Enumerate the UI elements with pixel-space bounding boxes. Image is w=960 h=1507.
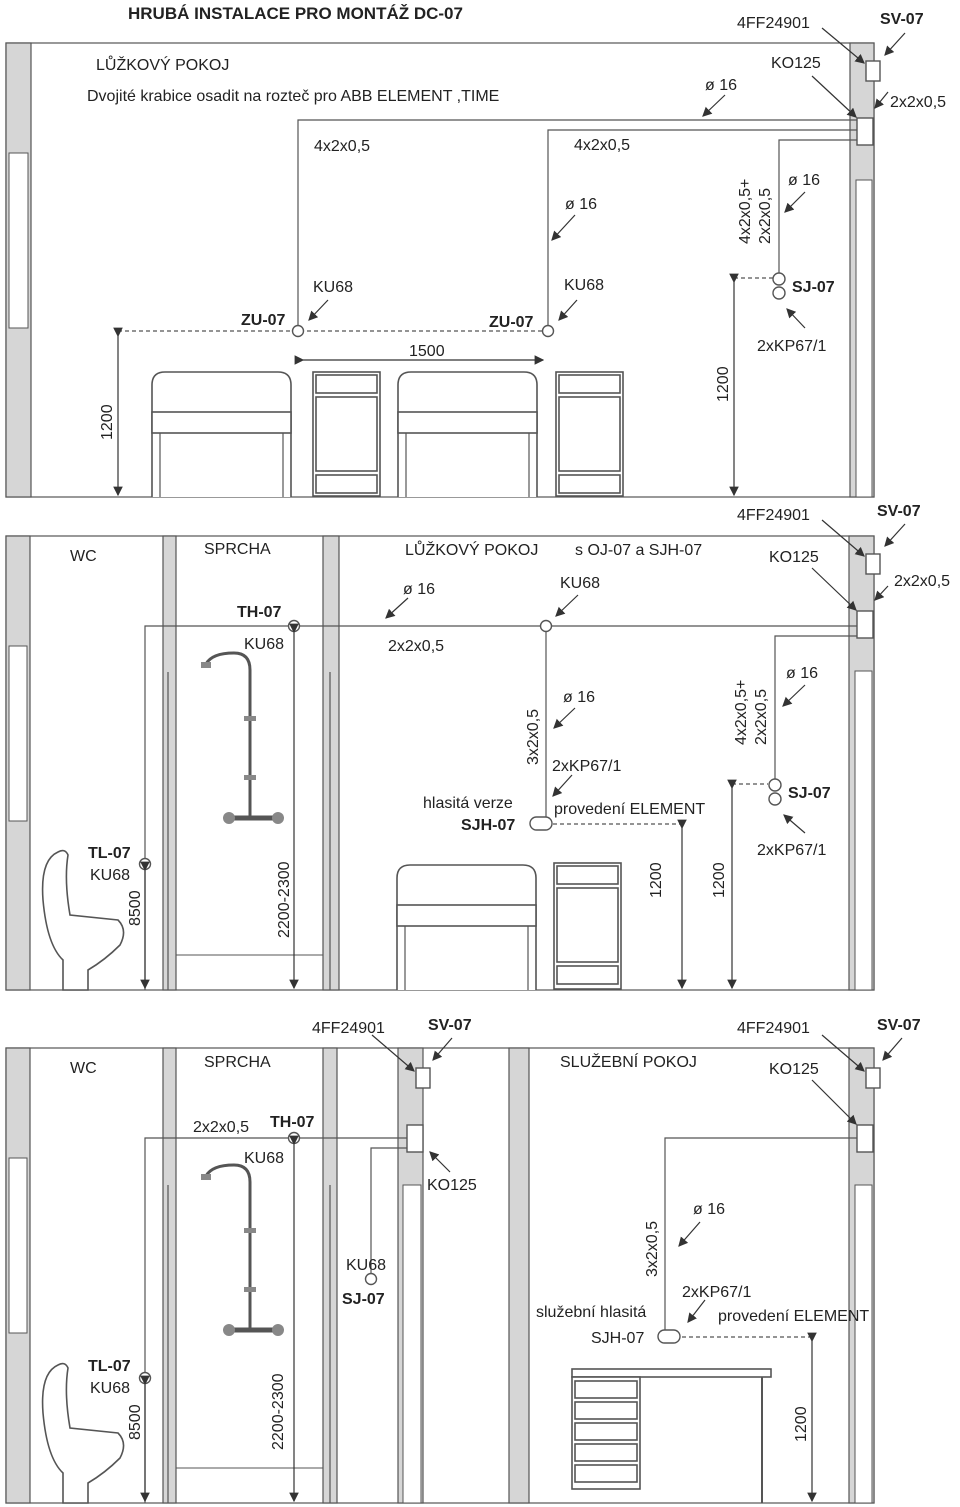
label-4ff24901: 4FF24901 (737, 1020, 810, 1037)
dimension-1200: 1200 (648, 862, 665, 898)
label-sj07: SJ-07 (342, 1291, 385, 1308)
label-phi16: ø 16 (565, 196, 598, 213)
label-sv07: SV-07 (428, 1017, 472, 1034)
cabinet (313, 372, 380, 496)
label-sv07: SV-07 (877, 1017, 921, 1034)
dimension-2200: 2200-2300 (270, 1373, 287, 1450)
label-cable-vertical: 2x2x0,5 (753, 688, 770, 745)
label-sj07: SJ-07 (788, 785, 831, 802)
note: Dvojité krabice osadit na rozteč pro ABB ELEMENT ,TIME (87, 88, 500, 105)
label-cable-vertical: 3x2x0,5 (525, 708, 542, 765)
cable-line (779, 140, 857, 277)
label-phi16: ø 16 (705, 77, 738, 94)
room-title-suffix: s OJ-07 a SJH-07 (575, 542, 703, 559)
pointer-arrow (783, 685, 805, 706)
pointer-arrow (433, 1038, 452, 1060)
door-frame (856, 180, 872, 497)
label-4ff24901: 4FF24901 (737, 15, 810, 32)
ko125-box (857, 118, 873, 145)
label-provedeni: provedení ELEMENT (718, 1308, 870, 1325)
th07-socket (289, 621, 300, 632)
label-zu07: ZU-07 (489, 314, 534, 331)
label-4ff24901: 4FF24901 (737, 507, 810, 524)
label-ko125: KO125 (771, 55, 821, 72)
sv07-box (866, 1068, 880, 1088)
label-cable: 2x2x0,5 (890, 94, 947, 111)
label-phi16: ø 16 (788, 172, 821, 189)
cabinet (556, 372, 623, 496)
pointer-arrow (553, 775, 572, 796)
door-frame (855, 671, 872, 990)
partition-wall (509, 1048, 529, 1503)
label-cable-vertical: 3x2x0,5 (644, 1220, 661, 1277)
window (9, 153, 28, 328)
cable-line (775, 636, 857, 780)
pointer-arrow (688, 1300, 705, 1322)
label-ku68: KU68 (346, 1257, 387, 1274)
bed (152, 372, 291, 497)
label-ku68: KU68 (560, 575, 601, 592)
label-sjh07: SJH-07 (591, 1330, 645, 1347)
bed (398, 372, 537, 497)
label-phi16: ø 16 (403, 581, 436, 598)
shower-fixture (168, 1165, 330, 1503)
label-ku68: KU68 (244, 636, 285, 653)
th07-socket (289, 1133, 300, 1144)
partition-wall (163, 1048, 176, 1503)
label-tl07: TL-07 (88, 845, 131, 862)
sjh07-unit (658, 1330, 680, 1343)
label-kp67: 2xKP67/1 (552, 758, 622, 775)
pointer-arrow (787, 309, 805, 328)
label-ku68: KU68 (313, 279, 354, 296)
label-kp67: 2xKP67/1 (757, 842, 827, 859)
label-ko125: KO125 (769, 549, 819, 566)
panel-2 (6, 503, 950, 990)
partition-wall (323, 536, 339, 990)
window (9, 646, 27, 821)
label-cable-vertical: 4x2x0,5+ (737, 178, 754, 244)
dimension-1200: 1200 (793, 1406, 810, 1442)
sj07-socket (773, 273, 785, 285)
label-phi16: ø 16 (693, 1201, 726, 1218)
label-ku68: KU68 (564, 277, 605, 294)
partition-wall (163, 536, 176, 990)
sj07-socket (769, 793, 781, 805)
ku68-socket (541, 621, 552, 632)
ko125-box (857, 611, 873, 638)
pointer-arrow (784, 815, 805, 833)
zu07-socket (543, 326, 554, 337)
label-ko125: KO125 (427, 1177, 477, 1194)
label-provedeni: provedení ELEMENT (554, 801, 706, 818)
pointer-arrow (430, 1152, 450, 1172)
label-4ff24901: 4FF24901 (312, 1020, 385, 1037)
label-tl07: TL-07 (88, 1358, 131, 1375)
pointer-arrow (309, 300, 328, 320)
label-phi16: ø 16 (563, 689, 596, 706)
ko125-box (407, 1125, 423, 1152)
cable-line (548, 130, 857, 329)
room-title-wc: WC (70, 548, 97, 565)
zu07-socket (293, 326, 304, 337)
ko125-box (857, 1125, 873, 1152)
desk (572, 1369, 771, 1503)
pointer-arrow (785, 192, 805, 212)
dimension-1200: 1200 (715, 366, 732, 402)
label-cable: 2x2x0,5 (894, 573, 951, 590)
pointer-arrow (703, 95, 725, 116)
dimension-1200: 1200 (99, 404, 116, 440)
label-th07: TH-07 (237, 604, 282, 621)
sv07-box (416, 1068, 430, 1088)
label-sj07: SJ-07 (792, 279, 835, 296)
pointer-arrow (885, 33, 905, 55)
label-ko125: KO125 (769, 1061, 819, 1078)
dimension-8500: 8500 (127, 1404, 144, 1440)
pointer-arrow (875, 586, 888, 600)
sv07-box (866, 554, 880, 574)
label-phi16: ø 16 (786, 665, 819, 682)
label-ku68: KU68 (90, 867, 131, 884)
sjh07-unit (530, 817, 552, 830)
sj07-socket (366, 1274, 377, 1285)
pointer-arrow (885, 524, 905, 546)
label-th07: TH-07 (270, 1114, 315, 1131)
pointer-arrow (883, 1038, 902, 1060)
panel-3 (6, 1017, 921, 1503)
label-hlasita-verze: hlasitá verze (423, 795, 513, 812)
bed (397, 865, 536, 990)
label-cable: 4x2x0,5 (574, 137, 631, 154)
room-title-wc: WC (70, 1060, 97, 1077)
cable-line (665, 1138, 857, 1330)
window (9, 1158, 27, 1333)
shower-fixture (168, 653, 330, 990)
label-cable-vertical: 4x2x0,5+ (733, 679, 750, 745)
room-title: LŮŽKOVÝ POKOJ (96, 57, 230, 74)
label-cable: 2x2x0,5 (388, 638, 445, 655)
label-sluzebni: služební hlasitá (536, 1304, 647, 1321)
pointer-arrow (386, 598, 408, 618)
label-sv07: SV-07 (880, 11, 924, 28)
label-cable-vertical: 2x2x0,5 (757, 187, 774, 244)
room-title-shower: SPRCHA (204, 1054, 271, 1071)
pointer-arrow (559, 300, 577, 320)
room-title-shower: SPRCHA (204, 541, 271, 558)
pointer-arrow (556, 595, 578, 616)
dimension-1200: 1200 (711, 862, 728, 898)
panel-1 (6, 11, 946, 497)
room-title: SLUŽEBNÍ POKOJ (560, 1054, 697, 1071)
door-frame (855, 1185, 872, 1503)
pointer-arrow (875, 92, 888, 108)
cabinet (554, 863, 621, 989)
label-sjh07: SJH-07 (461, 817, 516, 834)
sj07-socket (773, 287, 785, 299)
door-frame (403, 1185, 421, 1503)
label-kp67: 2xKP67/1 (757, 338, 827, 355)
pointer-arrow (554, 708, 575, 728)
label-cable: 2x2x0,5 (193, 1119, 250, 1136)
room-title: LŮŽKOVÝ POKOJ (405, 542, 539, 559)
label-ku68: KU68 (90, 1380, 131, 1397)
label-sv07: SV-07 (877, 503, 921, 520)
pointer-arrow (552, 215, 575, 240)
label-cable: 4x2x0,5 (314, 138, 371, 155)
tl07-socket (140, 859, 151, 870)
dimension-8500: 8500 (127, 890, 144, 926)
sv07-box (866, 61, 880, 81)
tl07-socket (140, 1373, 151, 1384)
sj07-socket (769, 779, 781, 791)
label-zu07: ZU-07 (241, 312, 286, 329)
dimension-2200: 2200-2300 (276, 861, 293, 938)
label-ku68: KU68 (244, 1150, 285, 1167)
drawing-title: HRUBÁ INSTALACE PRO MONTÁŽ DC-07 (128, 4, 463, 23)
dimension-1500: 1500 (409, 343, 445, 360)
pointer-arrow (679, 1222, 700, 1246)
label-kp67: 2xKP67/1 (682, 1284, 752, 1301)
